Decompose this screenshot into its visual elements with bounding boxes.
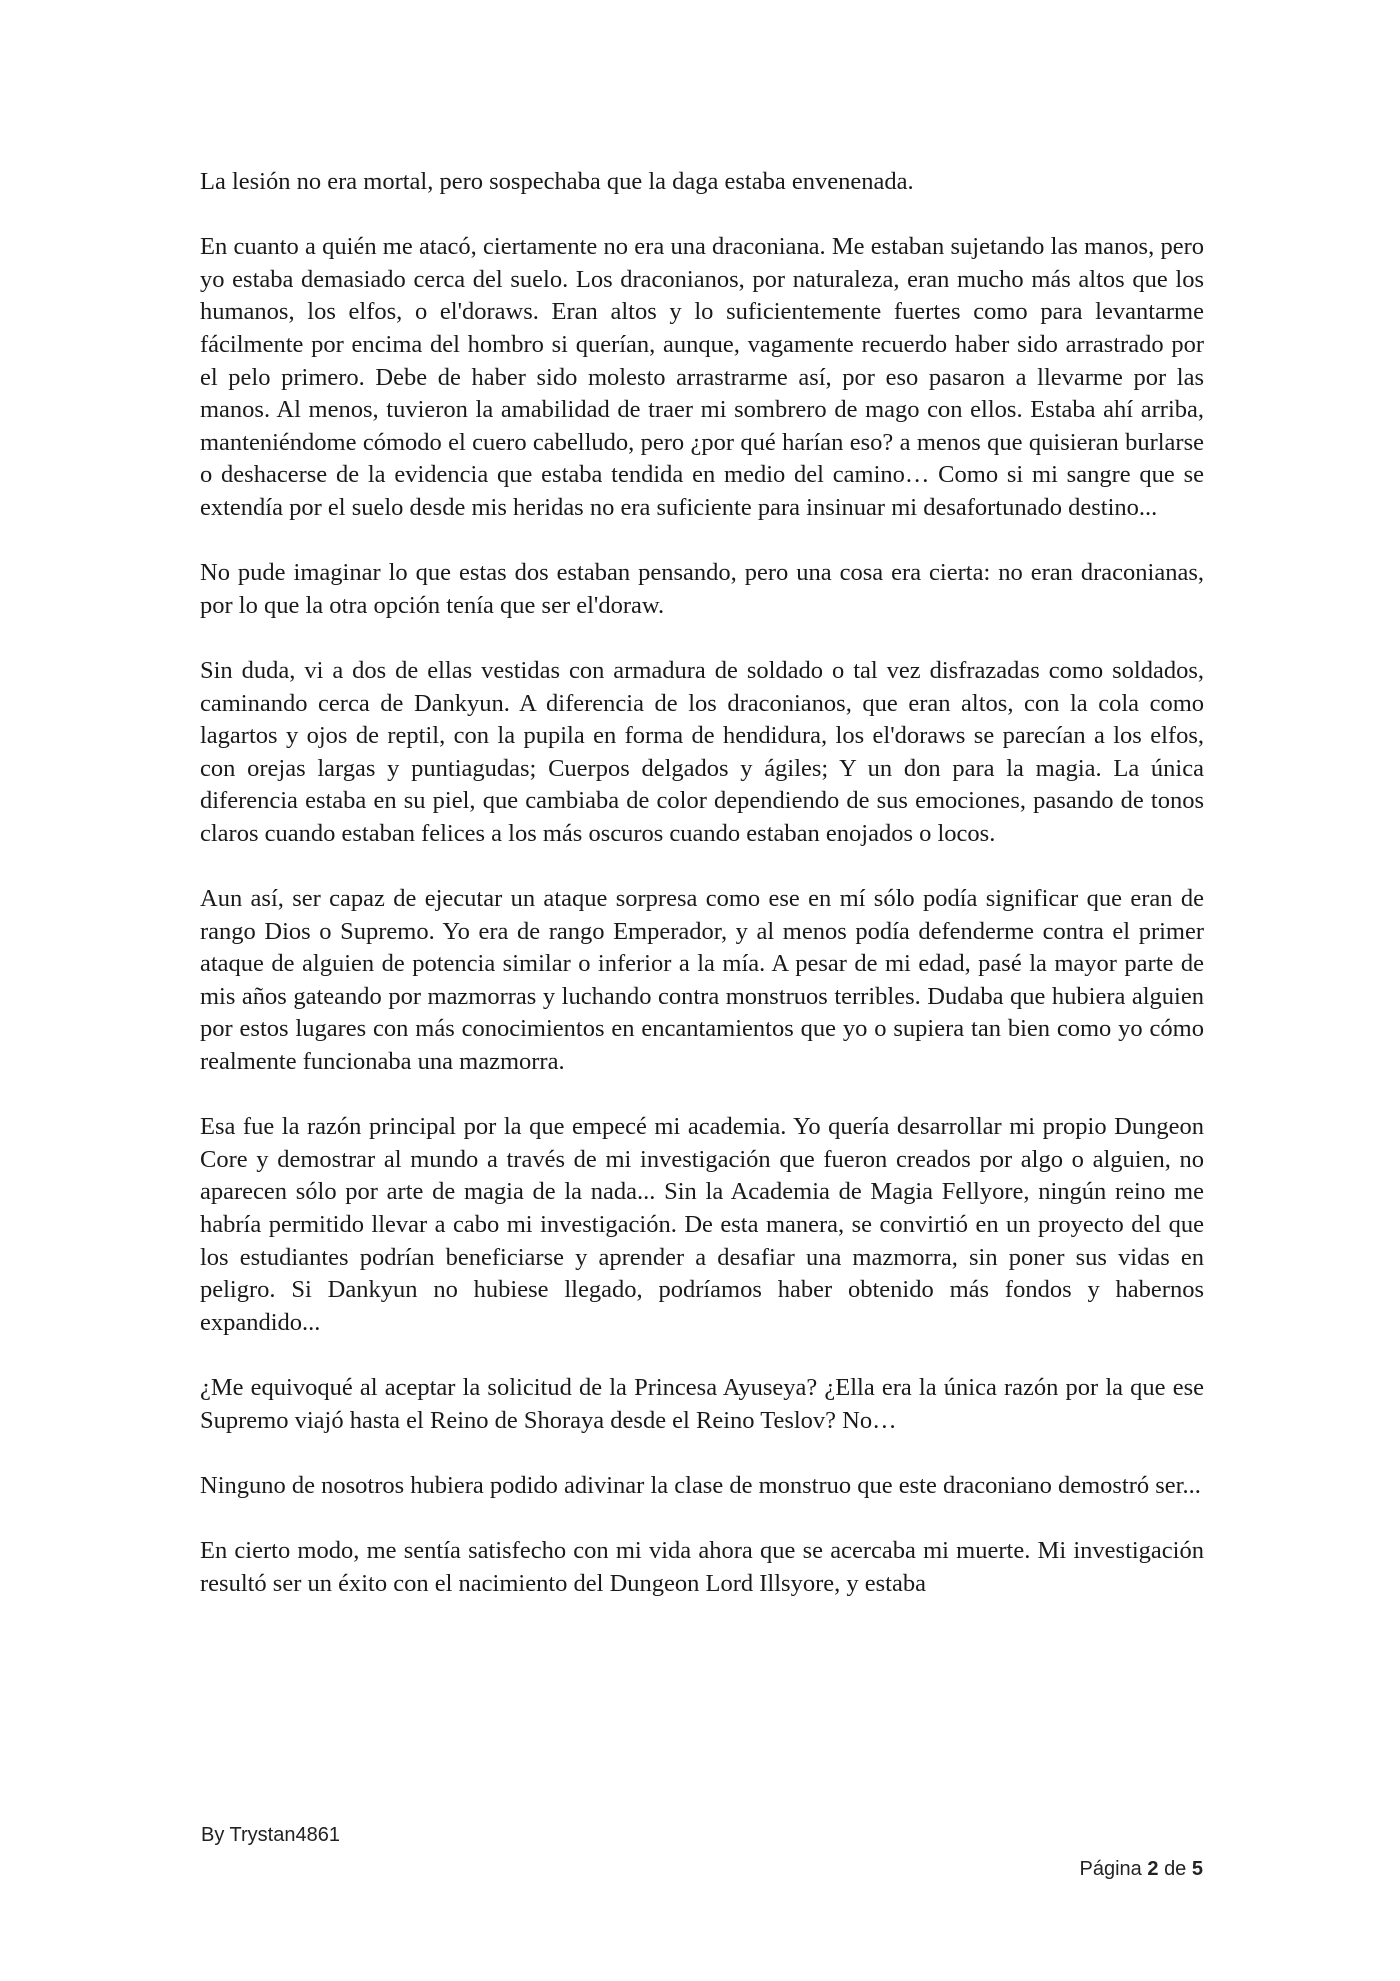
paragraph: Sin duda, vi a dos de ellas vestidas con armadura de soldado o tal vez disfrazadas como soldados, caminando cerca de Dankyun. A diferencia de los draconianos, que eran altos, con la cola como lagartos y ojos de reptil, con la pupila en forma de hendidura, los el'doraws se parecían a los elfos, con orejas largas y puntiagudas; Cuerpos delgados y ágiles; Y un don para la magia. La única diferencia estaba en su piel, que cambiaba de color dependiendo de sus emociones, pasando de tonos claros cuando estaban felices a los más oscuros cuando estaban enojados o locos. [200, 656, 1204, 847]
page-total: 5 [1191, 1858, 1203, 1880]
paragraph: En cuanto a quién me atacó, ciertamente no era una draconiana. Me estaban sujetando las manos, pero yo estaba demasiado cerca del suelo. Los draconianos, por naturaleza, eran mucho más altos que los humanos, los elfos, o el'doraws. Eran altos y lo suficientemente fuertes como para levantarme fácilmente por encima del hombro si querían, aunque, vagamente recuerdo haber sido arrastrado por el pelo primero. Debe de haber sido molesto arrastrarme así, por eso pasaron a llevarme por las manos. Al menos, tuvieron la amabilidad de traer mi sombrero de mago con ellos. Estaba ahí arriba, manteniéndome cómodo el cuero cabelludo, pero ¿por qué harían eso? a menos que quisieran burlarse o deshacerse de la evidencia que estaba tendida en medio del camino… Como si mi sangre que se extendía por el suelo desde mis heridas no era suficiente para insinuar mi desafortunado destino... [200, 233, 1204, 521]
paragraph: Ninguno de nosotros hubiera podido adivinar la clase de monstruo que este draconiano demostró ser... [200, 1471, 1201, 1499]
paragraph: ¿Me equivoqué al aceptar la solicitud de la Princesa Ayuseya? ¿Ella era la única razón por la que ese Supremo viajó hasta el Reino de Shoraya desde el Reino Teslov? No… [200, 1373, 1204, 1434]
page-number [1080, 1857, 1203, 1881]
paragraph: La lesión no era mortal, pero sospechaba que la daga estaba envenenada. [200, 168, 914, 195]
page-current: 2 [1147, 1858, 1159, 1880]
document-body [200, 166, 1204, 1600]
footer-author: By Trystan4861 [201, 1824, 340, 1846]
paragraph: No pude imaginar lo que estas dos estaban pensando, pero una cosa era cierta: no eran draconianas, por lo que la otra opción tenía que ser el'doraw. [200, 559, 1204, 619]
paragraph: En cierto modo, me sentía satisfecho con mi vida ahora que se acercaba mi muerte. Mi investigación resultó ser un éxito con el nacimiento del Dungeon Lord Illsyore, y estaba [200, 1536, 1204, 1597]
page-label: Página [1079, 1858, 1142, 1880]
paragraph: Aun así, ser capaz de ejecutar un ataque sorpresa como ese en mí sólo podía significar que eran de rango Dios o Supremo. Yo era de rango Emperador, y al menos podía defenderme contra el primer ataque de alguien de potencia similar o inferior a la mía. A pesar de mi edad, pasé la mayor parte de mis años gateando por mazmorras y luchando contra monstruos terribles. Dudaba que hubiera alguien por estos lugares con más conocimientos en encantamientos que yo o supiera tan bien como yo cómo realmente funcionaba una mazmorra. [200, 885, 1204, 1076]
paragraph: Esa fue la razón principal por la que empecé mi academia. Yo quería desarrollar mi propio Dungeon Core y demostrar al mundo a través de mi investigación que fueron creados por algo o alguien, no aparecen sólo por arte de magia de la nada... Sin la Academia de Magia Fellyore, ningún reino me habría permitido llevar a cabo mi investigación. De esta manera, se convirtió en un proyecto del que los estudiantes podrían beneficiarse y aprender a desafiar una mazmorra, sin poner sus vidas en peligro. Si Dankyun no hubiese llegado, podríamos haber obtenido más fondos y habernos expandido... [200, 1113, 1204, 1336]
page-of: de [1164, 1858, 1187, 1880]
